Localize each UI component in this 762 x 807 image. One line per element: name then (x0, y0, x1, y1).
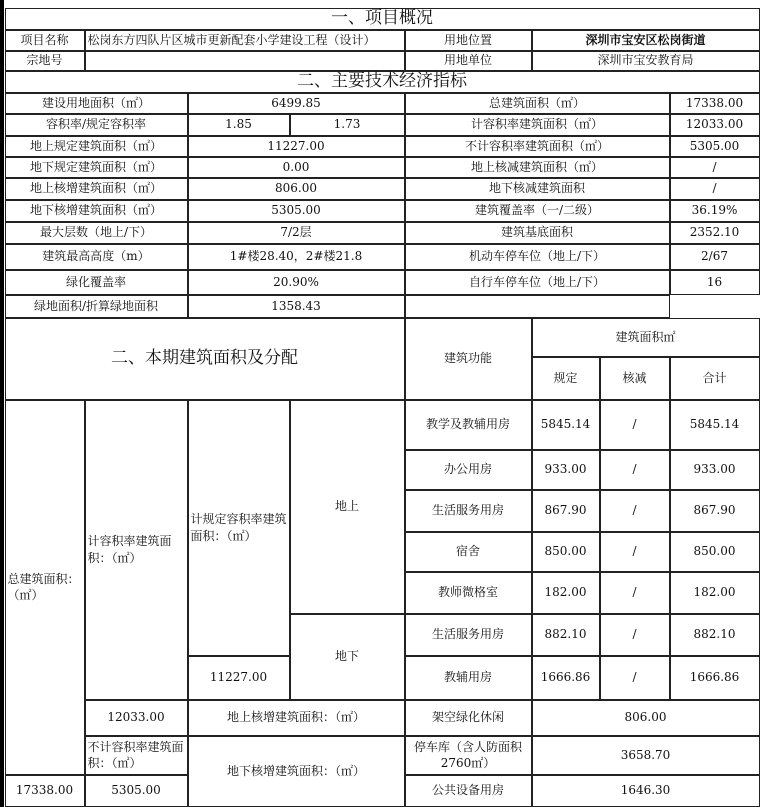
indicator-value: 16 (670, 270, 760, 295)
indicator-value: 1358.43 (188, 295, 405, 318)
indicator-label: 不计容积率建筑面积（㎡） (405, 136, 670, 157)
function-name: 生活服务用房 (405, 614, 532, 656)
indicator-value: 1.73 (290, 114, 405, 136)
bonus-area: 1646.30 (532, 775, 760, 807)
project-name: 松岗东方四队片区城市更新配套小学建设工程（设计） (85, 30, 405, 51)
function-name: 教学及教辅用房 (405, 400, 532, 450)
section3-title: 二、本期建筑面积及分配 (5, 318, 405, 400)
indicator-label: 计容积率建筑面积（㎡） (405, 114, 670, 136)
indicator-label: 总建筑面积（㎡） (405, 93, 670, 114)
far-area: 12033.00 (85, 700, 188, 736)
planned-far: 11227.00 (188, 656, 290, 700)
indicator-value: 36.19% (670, 200, 760, 222)
indicator-value: 5305.00 (670, 136, 760, 157)
reduced-area: / (600, 400, 670, 450)
indicator-label: 地上核增建筑面积（㎡） (5, 178, 188, 200)
total-area-label: 总建筑面积：（㎡） (5, 400, 85, 775)
total-area-cell: 182.00 (670, 572, 760, 614)
section2-title: 二、主要技术经济指标 (5, 71, 760, 93)
indicator-value: 5305.00 (188, 200, 405, 222)
indicator-label: 建筑覆盖率（一/二级） (405, 200, 670, 222)
indicator-value: 806.00 (188, 178, 405, 200)
indicator-value: / (670, 157, 760, 178)
planned-area: 882.10 (532, 614, 600, 656)
function-name: 办公用房 (405, 450, 532, 490)
indicator-label: 建筑基底面积 (405, 222, 670, 244)
total-area-cell: 5845.14 (670, 400, 760, 450)
left-border (0, 0, 4, 807)
above-bonus-label: 地上核增建筑面积：（㎡） (188, 700, 405, 736)
project-name-label: 项目名称 (5, 30, 85, 51)
indicator-value: 12033.00 (670, 114, 760, 136)
bonus-area: 806.00 (532, 700, 760, 736)
indicator-value: 11227.00 (188, 136, 405, 157)
indicator-value: 2352.10 (670, 222, 760, 244)
reduced-area: / (600, 614, 670, 656)
indicator-label: 地下核增建筑面积（㎡） (5, 200, 188, 222)
function-header: 建筑功能 (405, 318, 532, 400)
planned-area: 1666.86 (532, 656, 600, 700)
bonus-area: 3658.70 (532, 736, 760, 775)
indicator-value: 1#楼28.40，2#楼21.8 (188, 244, 405, 270)
col-reduced: 核减 (600, 357, 670, 400)
planned-area: 850.00 (532, 532, 600, 572)
planned-far-label: 计规定容积率建筑面积：（㎡） (188, 400, 290, 656)
location: 深圳市宝安区松岗街道 (532, 30, 760, 51)
function-name: 生活服务用房 (405, 490, 532, 532)
function-name: 教辅用房 (405, 656, 532, 700)
indicator-label: 地下规定建筑面积（㎡） (5, 157, 188, 178)
col-planned: 规定 (532, 357, 600, 400)
indicator-label: 建筑最高高度（m） (5, 244, 188, 270)
total-area-cell: 867.90 (670, 490, 760, 532)
planned-area: 933.00 (532, 450, 600, 490)
total-area-cell: 933.00 (670, 450, 760, 490)
below-ground-label: 地下 (290, 614, 405, 700)
above-ground-label: 地上 (290, 400, 405, 614)
indicator-label (405, 295, 670, 318)
total-area-cell: 882.10 (670, 614, 760, 656)
indicator-value: 1.85 (188, 114, 290, 136)
indicator-label: 绿地面积/折算绿地面积 (5, 295, 188, 318)
indicator-label: 容积率/规定容积率 (5, 114, 188, 136)
below-bonus-label: 地下核增建筑面积：（㎡） (188, 736, 405, 807)
unit-label: 用地单位 (405, 51, 532, 71)
col-total: 合计 (670, 357, 760, 400)
indicator-value: 20.90% (188, 270, 405, 295)
area-header: 建筑面积㎡ (532, 318, 760, 357)
bonus-function-name: 公共设备用房 (405, 775, 532, 807)
indicator-label: 机动车停车位（地上/下） (405, 244, 670, 270)
indicator-value: 17338.00 (670, 93, 760, 114)
parcel-label: 宗地号 (5, 51, 85, 71)
reduced-area: / (600, 490, 670, 532)
total-area-cell: 1666.86 (670, 656, 760, 700)
indicator-label: 地上规定建筑面积（㎡） (5, 136, 188, 157)
indicator-value: 0.00 (188, 157, 405, 178)
section1-title: 一、项目概况 (5, 8, 760, 30)
indicator-value: / (670, 178, 760, 200)
indicator-value: 2/67 (670, 244, 760, 270)
indicator-label: 最大层数（地上/下） (5, 222, 188, 244)
non-far: 5305.00 (85, 775, 188, 807)
far-area-label: 计容积率建筑面积：（㎡） (85, 400, 188, 700)
location-label: 用地位置 (405, 30, 532, 51)
indicator-value: 7/2层 (188, 222, 405, 244)
planned-area: 867.90 (532, 490, 600, 532)
indicator-label: 绿化覆盖率 (5, 270, 188, 295)
function-name: 宿舍 (405, 532, 532, 572)
reduced-area: / (600, 572, 670, 614)
bonus-function-name: 架空绿化休闲 (405, 700, 532, 736)
indicator-value: 6499.85 (188, 93, 405, 114)
indicator-label: 地下核减建筑面积 (405, 178, 670, 200)
planned-area: 5845.14 (532, 400, 600, 450)
non-far-label: 不计容积率建筑面积：（㎡） (85, 736, 188, 775)
planned-area: 182.00 (532, 572, 600, 614)
total-area-cell: 850.00 (670, 532, 760, 572)
indicator-label: 建设用地面积（㎡） (5, 93, 188, 114)
total-area: 17338.00 (5, 775, 85, 807)
reduced-area: / (600, 532, 670, 572)
reduced-area: / (600, 450, 670, 490)
unit: 深圳市宝安教育局 (532, 51, 760, 71)
parcel (85, 51, 405, 71)
function-name: 教师微格室 (405, 572, 532, 614)
reduced-area: / (600, 656, 670, 700)
indicator-label: 地上核减建筑面积（㎡） (405, 157, 670, 178)
bonus-function-name: 停车库（含人防面积2760㎡） (405, 736, 532, 775)
indicator-label: 自行车停车位（地上/下） (405, 270, 670, 295)
